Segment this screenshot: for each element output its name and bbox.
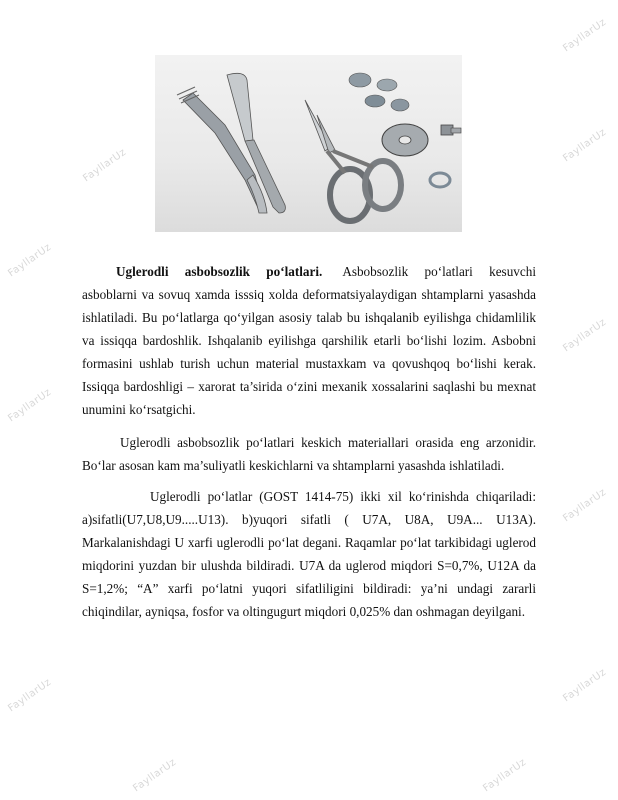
paragraph-1 — [82, 260, 536, 421]
tools-photo — [155, 55, 462, 232]
bolt-icon — [441, 125, 461, 135]
watermark: FayllarUz — [81, 146, 129, 185]
watermark: FayllarUz — [561, 126, 609, 165]
saw-disc-icon — [382, 124, 428, 156]
watermark: FayllarUz — [561, 666, 609, 705]
watermark: FayllarUz — [561, 316, 609, 355]
watermark: FayllarUz — [561, 16, 609, 55]
watermark: FayllarUz — [131, 756, 179, 795]
watermark: FayllarUz — [561, 486, 609, 525]
watermark: FayllarUz — [6, 241, 54, 280]
paragraph-1-body: Asbobsozlik po‘latlari kesuvchi asboblarni va sovuq xamda isssiq xolda deformatsiyalaydigan shtamplarni yasashda ishlatiladi. Bu po‘latlarga qo‘yilgan asosiy talab bu ishqalanib eyilishga chidamlilik va issiqqa bardoshlik. Ishqalanib eyilishga qarshilik etarli bo‘lishi lozim. Asbobni formasini ushlab turish uchun material mustaxkam va qovushqoq bo‘lishi kerak. Issiqqa bardoshligi – xarorat ta’sirida o‘zini mexanik xossalarini saqlashi bu mexnat unumini ko‘rsatgichi. — [82, 264, 536, 417]
section-title: Uglerodli asbobsozlik po‘latlari. — [116, 264, 323, 279]
scissors-icon — [305, 100, 401, 221]
watermark: FayllarUz — [481, 756, 529, 795]
paragraph-2 — [82, 431, 536, 477]
coin-icon — [349, 73, 409, 111]
watermark: FayllarUz — [6, 676, 54, 715]
paragraph-3 — [82, 485, 536, 623]
paragraph-2-body: Uglerodli asbobsozlik po‘latlari keskich materiallari orasida eng arzonidir. Bo‘lar asosan kam ma’suliyatli keskichlarni va shtamplarni yasashda ishlatiladi. — [82, 435, 536, 473]
washer-icon — [430, 173, 450, 187]
paragraph-3-body: Uglerodli po‘latlar (GOST 1414-75) ikki xil ko‘rinishda chiqariladi: a)sifatli(U7,U8,U9.....U13). b)yuqori sifatli ( U7A, U8A, U9A... U13A). Markalanishdagi U xarfi uglerodli po‘lat degani. Raqamlar po‘lat tarkibidagi uglerod miqdorini yuzdan bir ulushda bildiradi. U7A da uglerod miqdori S=0,7%, U12A da S=1,2%; “A” xarfi po‘latni yuqori sifatliligini bildiradi: ya’ni undagi zararli chiqindilar, ayniqsa, fosfor va oltingugurt miqdori 0,025% dan oshmagan deyilgani. — [82, 489, 536, 619]
watermark: FayllarUz — [6, 386, 54, 425]
